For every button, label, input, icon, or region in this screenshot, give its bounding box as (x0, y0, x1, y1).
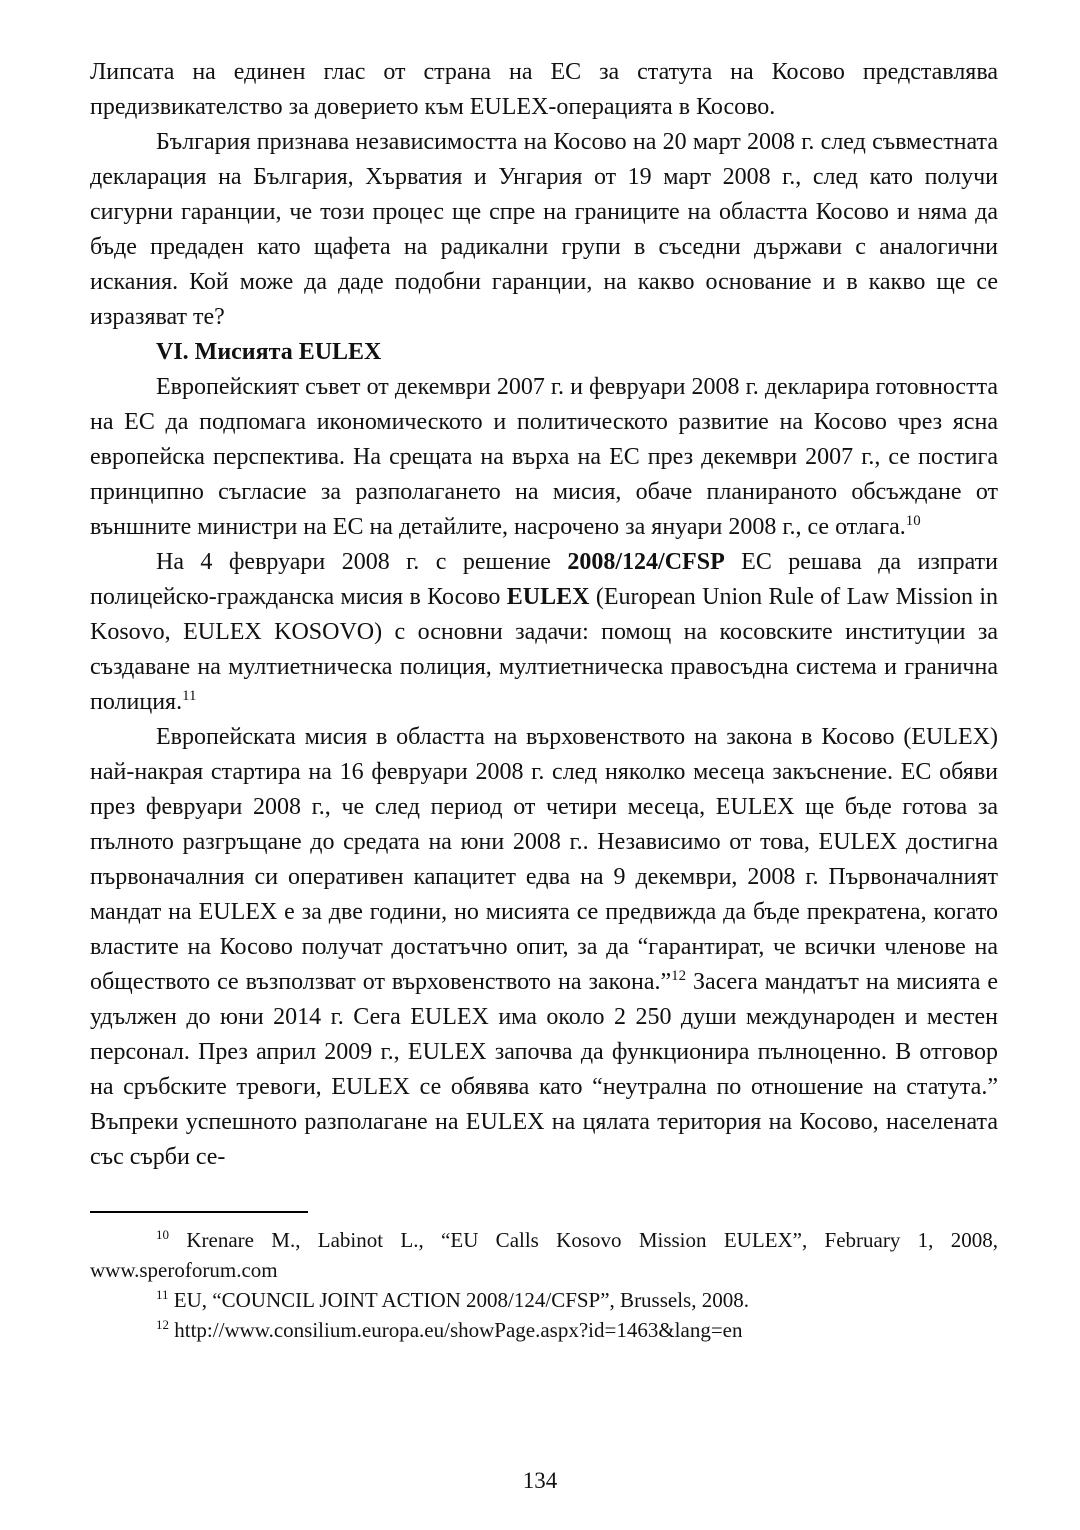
text-run: Липсата на единен глас от страна на ЕС за статута на Косово представлява предизвикателство за доверието към EULEX-операцията в Косово. (90, 59, 998, 120)
footnote-marker: 10 (156, 1227, 170, 1242)
text-run: Европейската мисия в областта на върховенството на закона в Косово (EULEX) най-накрая стартира на 16 февруари 2008 г. след няколко месеца закъснение. ЕС обяви през февруари 2008 г., че след период от четири месеца, EULEX ще бъде готова за пълното разгръщане до средата на юни 2008 г.. Независимо от това, EULEX достигна първоначалния си оперативен капацитет едва на 9 декември, 2008 г. Първоначалният мандат на EULEX е за две години, но мисията се предвижда да бъде прекратена, когато властите на Косово получат достатъчно опит, за да “гарантират, че всички членове на обществото се възползват от върховенството на закона.” (90, 724, 998, 995)
section-heading (90, 335, 998, 370)
text-run: VI. Мисията EULEX (156, 339, 382, 365)
text-run: EULEX (506, 584, 590, 610)
footnote-ref: 10 (905, 513, 921, 529)
paragraph (90, 720, 998, 1175)
footnote-marker: 12 (156, 1317, 170, 1332)
paragraph (90, 55, 998, 125)
paragraph (90, 370, 998, 545)
footnote-text: Krenare M., Labinot L., “EU Calls Kosovo Mission EULEX”, February 1, 2008, www.speroforum.com (90, 1228, 998, 1282)
page-number: 134 (522, 1468, 558, 1493)
footnote (90, 1285, 998, 1315)
text-run: 2008/124/CFSP (567, 549, 725, 575)
paragraph (90, 125, 998, 335)
footnote-ref: 11 (182, 688, 197, 704)
footnote (90, 1225, 998, 1285)
footnote-marker: 11 (156, 1287, 169, 1302)
page-body (90, 55, 998, 1175)
text-run: На 4 февруари 2008 г. с решение (156, 549, 568, 575)
text-run: (European Union Rule of Law Mission in Kosovo, EULEX KOSOVO) с основни задачи: помощ на косовските институции за създаване на мултиетническа полиция, мултиетническа правосъдна система и гранична полиция. (90, 584, 999, 715)
footnote (90, 1315, 998, 1345)
footnote-ref: 12 (671, 968, 687, 984)
footnote-text: EU, “COUNCIL JOINT ACTION 2008/124/CFSP”, Brussels, 2008. (168, 1288, 749, 1312)
text-run: ЕС решава да изпрати полицейско-гражданска мисия в Косово (90, 549, 999, 610)
footnote-text: http://www.consilium.europa.eu/showPage.aspx?id=1463&lang=en (169, 1318, 743, 1342)
footnote-separator (90, 1211, 308, 1213)
paragraph (90, 545, 998, 720)
text-run: Европейският съвет от декември 2007 г. и февруари 2008 г. декларира готовността на ЕС да подпомага икономическото и политическото развитие на Косово чрез ясна европейска перспектива. На срещата на върха на ЕС през декември 2007 г., се постига принципно съгласие за разполагането на мисия, обаче планираното обсъждане от външните министри на ЕС на детайлите, насрочено за януари 2008 г., се отлага. (90, 374, 998, 540)
text-run: България признава независимостта на Косово на 20 март 2008 г. след съвместната декларация на България, Хърватия и Унгария от 19 март 2008 г., след като получи сигурни гаранции, че този процес ще спре на границите на областта Косово и няма да бъде предаден като щафета на радикални групи в съседни държави с аналогични искания. Кой може да даде подобни гаранции, на какво основание и в какво ще се изразяват те? (90, 129, 998, 330)
footnotes-section (90, 1225, 998, 1345)
text-run: Засега мандатът на мисията е удължен до юни 2014 г. Сега EULEX има около 2 250 души международен и местен персонал. През април 2009 г., EULEX започва да функционира пълноценно. В отговор на сръбските тревоги, EULEX се обявява като “неутрална по отношение на статута.” Въпреки успешното разполагане на EULEX на цялата територия на Косово, населената със сърби се- (90, 969, 998, 1170)
